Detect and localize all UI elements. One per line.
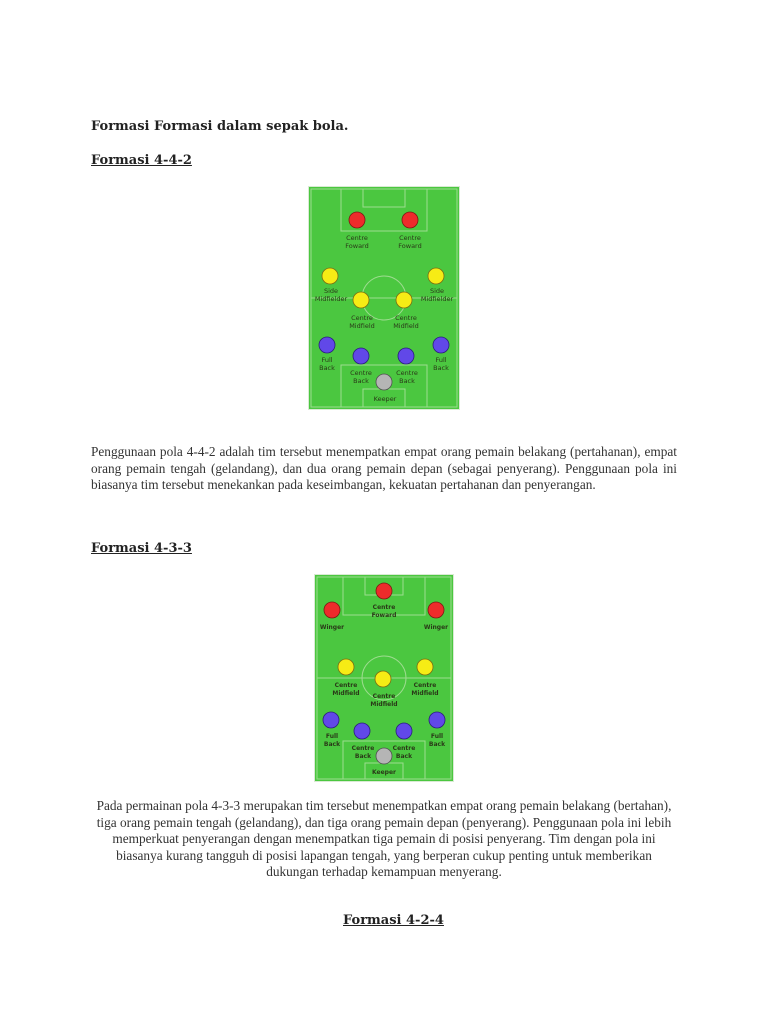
svg-text:CentreMidfield (370, 693, 397, 708)
label: Centre (372, 604, 396, 611)
svg-text:CentreMidfield (411, 682, 438, 697)
label: Full (321, 356, 333, 364)
label: Centre (392, 745, 416, 752)
label: Foward (371, 612, 397, 619)
label: Full (435, 356, 447, 364)
label: Centre (395, 314, 417, 322)
svg-text:CentreMidfield (349, 314, 375, 330)
winger-right-player (428, 602, 444, 618)
keeper-player (376, 374, 392, 390)
svg-text:SideMidfielder (421, 287, 454, 303)
label: Centre (396, 369, 418, 377)
centre-forward-right-player (402, 212, 418, 228)
label: Midfield (370, 701, 398, 708)
svg-text:FullBack (319, 356, 335, 372)
label: Foward (398, 242, 422, 250)
centre-midfield-right-player (417, 659, 433, 675)
svg-text:SideMidfielder (315, 287, 348, 303)
centre-back-right-player (396, 723, 412, 739)
label: Midfield (393, 322, 419, 330)
label: Side (429, 287, 445, 295)
svg-text:CentreFoward (398, 234, 421, 250)
label: Full (430, 733, 444, 740)
label: Winger (319, 624, 345, 631)
centre-back-right-player (398, 348, 414, 364)
label: Centre (399, 234, 421, 242)
svg-text:FullBack (324, 733, 341, 748)
centre-midfield-center-player (375, 671, 391, 687)
label: Winger (423, 624, 449, 631)
label: Midfield (349, 322, 375, 330)
svg-text:CentreBack (396, 369, 418, 385)
label: Midfield (332, 690, 360, 697)
paragraph-4-4-2: Penggunaan pola 4-4-2 adalah tim tersebut menempatkan empat orang pemain belakang (pertahanan), empat orang pemain tengah (gelandang), dan dua orang pemain depan (sebagai penyerang). Penggunaan pola ini biasanya tim tersebut menekankan pada keseimbangan, kekuatan pertahanan dan penyerangan. (91, 444, 677, 492)
label: Back (399, 377, 415, 385)
centre-back-left-player (353, 348, 369, 364)
full-back-right-player (433, 337, 449, 353)
label: Foward (345, 242, 369, 250)
centre-midfield-left-player (338, 659, 354, 675)
label: Centre (346, 234, 368, 242)
centre-midfield-right-player (396, 292, 412, 308)
document-title: Formasi Formasi dalam sepak bola. (91, 119, 349, 134)
label: Back (428, 741, 446, 748)
formation-4-3-3-diagram (315, 575, 453, 781)
svg-text:FullBack (429, 733, 446, 748)
centre-forward-left-player (349, 212, 365, 228)
label: Back (353, 377, 369, 385)
label: Full (325, 733, 339, 740)
label: Side (323, 287, 339, 295)
label: Back (395, 753, 413, 760)
svg-text:CentreMidfield (332, 682, 359, 697)
heading-formasi-4-4-2: Formasi 4-4-2 (91, 153, 192, 168)
svg-text:FullBack (433, 356, 449, 372)
full-back-left-player (319, 337, 335, 353)
centre-midfield-left-player (353, 292, 369, 308)
label: Back (354, 753, 372, 760)
keeper-label: Keeper (371, 769, 397, 776)
label: Back (433, 364, 449, 372)
label: Midfielder (314, 295, 348, 303)
svg-text:CentreBack (350, 369, 372, 385)
svg-text:CentreBack (352, 745, 375, 760)
side-midfielder-left-player (322, 268, 338, 284)
label: Centre (351, 745, 375, 752)
full-back-left-player (323, 712, 339, 728)
svg-text:CentreBack (393, 745, 416, 760)
svg-text:CentreFoward (345, 234, 368, 250)
winger-left-player (324, 602, 340, 618)
label: Back (323, 741, 341, 748)
label: Centre (413, 682, 437, 689)
paragraph-4-3-3: Pada permainan pola 4-3-3 merupakan tim tersebut menempatkan empat orang pemain belakang (bertahan), tiga orang pemain tengah (gelandang), dan tiga orang pemain depan (penyerang). Penggunaan pola ini lebih memperkuat penyerangan dengan menempatkan tiga pemain di posisi penyerang. Tim dengan pola ini biasanya kurang tangguh di posisi lapangan tengah, yang berperan cukup penting untuk memberikan dukungan terhadap kemampuan menyerang. (96, 798, 672, 879)
side-midfielder-right-player (428, 268, 444, 284)
heading-formasi-4-2-4: Formasi 4-2-4 (343, 913, 444, 928)
label: Back (319, 364, 335, 372)
keeper-player (376, 748, 392, 764)
label: Midfield (411, 690, 439, 697)
svg-text:CentreFoward (372, 604, 397, 619)
label: Centre (350, 369, 372, 377)
label: Centre (351, 314, 373, 322)
centre-back-left-player (354, 723, 370, 739)
label: Centre (334, 682, 358, 689)
full-back-right-player (429, 712, 445, 728)
formation-4-4-2-diagram (309, 187, 459, 409)
label: Centre (372, 693, 396, 700)
centre-forward-player (376, 583, 392, 599)
svg-text:CentreMidfield (393, 314, 419, 330)
keeper-label: Keeper (373, 395, 397, 403)
label: Midfielder (420, 295, 454, 303)
heading-formasi-4-3-3: Formasi 4-3-3 (91, 541, 192, 556)
